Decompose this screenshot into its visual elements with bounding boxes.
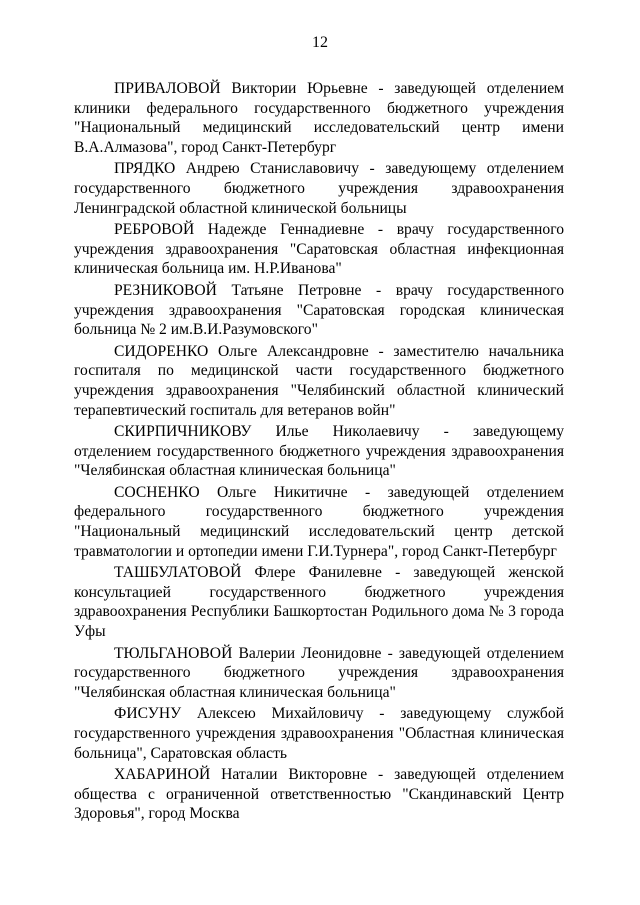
award-entry: СОСНЕНКО Ольге Никитичне - заведующей отделением федерального государственного бюджетного учреждения "Национальный медицинский исследовательский центр детской травматологии и ортопедии имени Г.И.Турнера", город Санкт-Петербург [74, 483, 564, 560]
award-entry: ФИСУНУ Алексею Михайловичу - заведующему службой государственного учреждения здравоохранения "Областная клиническая больница", Саратовская область [74, 705, 564, 762]
award-list [74, 79, 564, 826]
award-entry: РЕБРОВОЙ Надежде Геннадиевне - врачу государственного учреждения здравоохранения "Саратовская областная инфекционная клиническая больница им. Н.Р.Иванова" [74, 221, 564, 278]
award-entry: ТАШБУЛАТОВОЙ Флере Фанилевне - заведующей женской консультацией государственного бюджетного учреждения здравоохранения Республики Башкортостан Родильного дома № 3 города Уфы [74, 564, 564, 641]
award-entry: ПРЯДКО Андрею Станиславовичу - заведующему отделением государственного бюджетного учреждения здравоохранения Ленинградской областной клинической больницы [74, 160, 564, 217]
award-entry: ХАБАРИНОЙ Наталии Викторовне - заведующей отделением общества с ограниченной ответственностью "Скандинавский Центр Здоровья", город Москва [74, 766, 564, 823]
award-entry: СИДОРЕНКО Ольге Александровне - заместителю начальника госпиталя по медицинской части государственного бюджетного учреждения здравоохранения "Челябинский областной клинический терапевтический госпиталь для ветеранов войн" [74, 342, 564, 419]
award-entry: ПРИВАЛОВОЙ Виктории Юрьевне - заведующей отделением клиники федерального государственного бюджетного учреждения "Национальный медицинский исследовательский центр имени В.А.Алмазова", город Санкт-Петербург [74, 80, 564, 156]
award-entry: СКИРПИЧНИКОВУ Илье Николаевичу - заведующему отделением государственного бюджетного учреждения здравоохранения "Челябинская областная клиническая больница" [74, 423, 564, 480]
page-number: 12 [312, 34, 328, 51]
award-entry: ТЮЛЬГАНОВОЙ Валерии Леонидовне - заведующей отделением государственного бюджетного учреждения здравоохранения "Челябинская областная клиническая больница" [74, 644, 564, 701]
award-entry: РЕЗНИКОВОЙ Татьяне Петровне - врачу государственного учреждения здравоохранения "Саратовская городская клиническая больница № 2 им.В.И.Разумовского" [74, 281, 564, 339]
